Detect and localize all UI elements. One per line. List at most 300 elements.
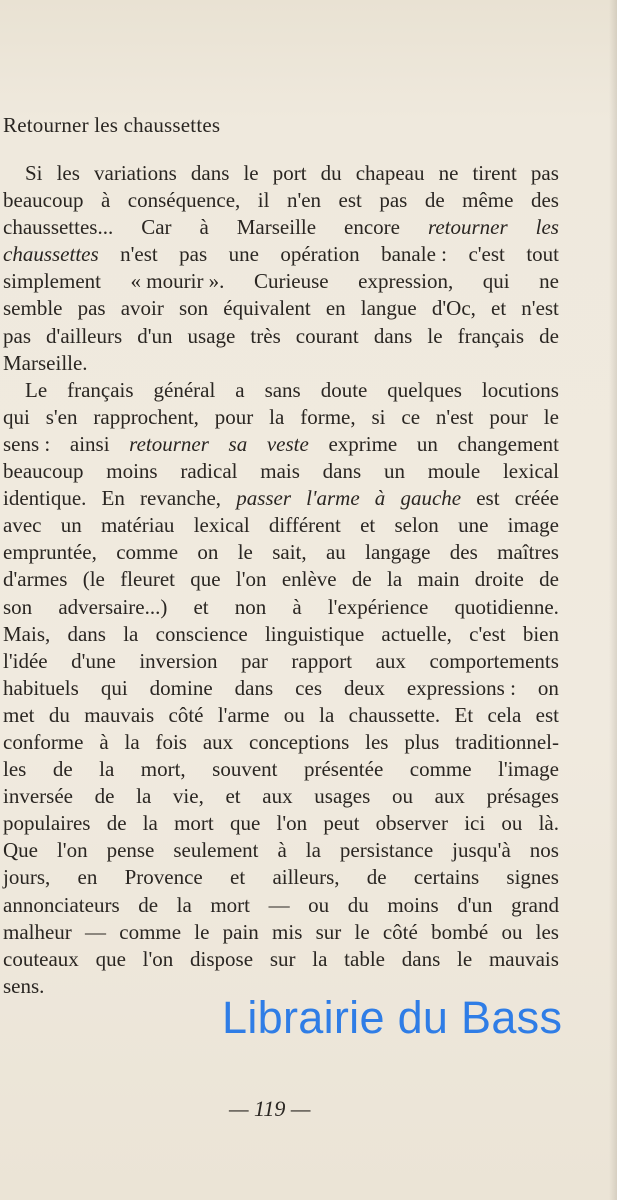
word: doute	[320, 377, 368, 402]
word: —	[85, 919, 107, 944]
word: cela	[487, 702, 522, 727]
word: on	[537, 675, 559, 700]
word: l'idée	[3, 648, 48, 673]
word: le	[194, 919, 210, 944]
word: la	[269, 404, 285, 429]
word: ou	[501, 919, 523, 944]
word: n'est	[521, 296, 559, 321]
word: aux	[434, 784, 465, 809]
text-line	[3, 702, 559, 729]
word: chaussettes	[3, 242, 99, 267]
word: l'image	[498, 757, 559, 782]
word: non	[234, 594, 267, 619]
word: il	[257, 188, 270, 213]
word: forme,	[300, 404, 356, 429]
word: à	[374, 486, 386, 511]
word: pas	[179, 242, 208, 267]
word: peut	[323, 811, 360, 836]
word: de	[539, 567, 559, 592]
text-line	[3, 377, 559, 404]
word: malheur	[3, 919, 72, 944]
word: bombé	[431, 919, 489, 944]
word: dans	[322, 459, 362, 484]
word: pas	[77, 296, 106, 321]
word: sur	[269, 946, 296, 971]
word: même	[462, 188, 514, 213]
word: sens :	[3, 431, 51, 456]
text-line	[3, 810, 559, 837]
text-line	[3, 512, 559, 539]
word: persistance	[339, 838, 434, 863]
word: ou	[308, 892, 330, 917]
word: mort	[174, 811, 214, 836]
word: simplement	[3, 269, 101, 294]
word: dispose	[190, 946, 254, 971]
word: chaussette.	[348, 702, 441, 727]
word: pour	[489, 404, 528, 429]
word: pour	[214, 404, 254, 429]
page-edge-shadow	[609, 0, 617, 1200]
text-line	[3, 675, 559, 702]
word: présentée	[303, 757, 384, 782]
word: est	[338, 188, 362, 213]
word: deux	[344, 675, 385, 700]
word: exprime	[328, 431, 398, 456]
word: qui	[3, 404, 30, 429]
word: son	[178, 296, 209, 321]
word: dans	[234, 675, 274, 700]
word: de	[106, 811, 127, 836]
text-line	[3, 892, 559, 919]
word: encore	[344, 215, 400, 240]
text-line	[3, 539, 559, 566]
word: les	[365, 729, 389, 754]
word: différent	[268, 513, 341, 538]
word: conceptions	[249, 729, 350, 754]
word: fois	[155, 729, 187, 754]
word: d'une	[71, 648, 116, 673]
word: ces	[295, 675, 322, 700]
word: comme	[409, 757, 472, 782]
word: identique.	[3, 486, 87, 511]
word: pas	[379, 188, 408, 213]
word: au	[325, 540, 346, 565]
word: chapeau	[355, 161, 425, 185]
text-line	[3, 566, 559, 593]
word: général	[153, 377, 216, 402]
word: des	[449, 540, 478, 565]
word: à	[100, 188, 111, 213]
word: annonciateurs	[3, 892, 120, 917]
word: l'on	[235, 567, 267, 592]
word: bien	[522, 621, 559, 646]
text-line	[3, 350, 559, 377]
word: mauvais	[488, 946, 559, 971]
word: côté	[382, 919, 418, 944]
word: jusqu'à	[452, 838, 511, 863]
text-line	[3, 783, 559, 810]
word: langage	[365, 540, 431, 565]
word: un	[383, 459, 405, 484]
text-line	[3, 837, 559, 864]
word: créée	[514, 486, 559, 511]
word: là.	[538, 811, 559, 836]
text-line	[3, 404, 559, 431]
word: les	[535, 215, 559, 240]
word: le	[457, 946, 473, 971]
word: maîtres	[497, 540, 559, 565]
word: et	[491, 296, 507, 321]
word: « mourir ».	[130, 269, 225, 294]
word: aux	[202, 729, 234, 754]
word: la	[312, 946, 328, 971]
word: aux	[375, 648, 406, 673]
word: présages	[486, 784, 559, 809]
word: revanche,	[140, 486, 222, 511]
word: tirent	[472, 161, 517, 185]
word: sans	[264, 377, 301, 402]
word: de	[351, 567, 372, 592]
word: retourner	[427, 215, 508, 240]
word: met	[3, 702, 35, 727]
word: lexical	[193, 513, 250, 538]
word: tout	[526, 242, 559, 267]
text-line	[3, 187, 559, 214]
word: à	[99, 729, 109, 754]
word: rapport	[291, 648, 353, 673]
text-line	[3, 919, 559, 946]
word: changement	[457, 431, 559, 456]
word: d'un	[137, 323, 173, 348]
word: une	[458, 513, 489, 538]
word: français	[457, 323, 525, 348]
text-line	[3, 241, 559, 268]
word: de	[366, 865, 387, 890]
word: signes	[506, 865, 559, 890]
word: courant	[295, 323, 359, 348]
word: la	[319, 702, 335, 727]
word: souvent	[212, 757, 278, 782]
word: (le	[82, 567, 105, 592]
text-line	[3, 431, 559, 458]
word: nos	[529, 838, 559, 863]
word: très	[250, 323, 281, 348]
word: la	[387, 567, 403, 592]
word: l'arme	[306, 486, 360, 511]
word: français	[67, 377, 134, 402]
word: une	[228, 242, 259, 267]
word: ou	[391, 784, 413, 809]
word: enlève	[281, 567, 337, 592]
word: domine	[149, 675, 213, 700]
word: habituels	[3, 675, 79, 700]
word: ou	[283, 702, 305, 727]
word: les	[56, 161, 80, 185]
word: avoir	[120, 296, 164, 321]
word: actuelle,	[381, 621, 452, 646]
word: la	[176, 892, 192, 917]
word: dans	[190, 161, 230, 185]
word: ailleurs,	[272, 865, 340, 890]
word: ainsi	[69, 431, 110, 456]
word: beaucoup	[3, 188, 84, 213]
word: d'Oc,	[431, 296, 476, 321]
word: semble	[3, 296, 63, 321]
word: la	[99, 757, 115, 782]
word: qui	[482, 269, 510, 294]
word: du	[48, 702, 70, 727]
word: a	[235, 377, 245, 402]
word: s'en	[45, 404, 78, 429]
word: Marseille.	[3, 350, 88, 375]
word: c'est	[468, 242, 505, 267]
word: moins	[106, 459, 158, 484]
word: la	[142, 811, 158, 836]
word: du	[347, 892, 369, 917]
text-line	[3, 648, 559, 675]
word: comme	[116, 540, 179, 565]
word: la	[124, 729, 140, 754]
word: selon	[394, 513, 439, 538]
word: le	[243, 161, 259, 185]
word: rapprochent,	[93, 404, 199, 429]
text-line	[3, 946, 559, 973]
word: Mais,	[3, 621, 51, 646]
word: Que	[3, 838, 38, 863]
word: que	[95, 946, 126, 971]
word: un	[60, 513, 82, 538]
word: son	[3, 594, 33, 619]
word: Car	[141, 215, 172, 240]
word: sa	[228, 431, 248, 456]
word: mort	[210, 892, 251, 917]
word: en	[77, 865, 98, 890]
word: un	[416, 431, 438, 456]
paragraph	[3, 377, 559, 1000]
word: conscience	[155, 621, 248, 646]
word: pas	[530, 161, 559, 185]
word: d'ailleurs	[46, 323, 123, 348]
word: certains	[413, 865, 480, 890]
word: le	[237, 540, 253, 565]
text-line	[3, 458, 559, 485]
word: observer	[375, 811, 448, 836]
word: jours,	[3, 865, 51, 890]
word: et	[193, 594, 209, 619]
word: on	[197, 540, 219, 565]
word: port	[272, 161, 307, 185]
word: vie,	[172, 784, 204, 809]
word: passer	[236, 486, 292, 511]
word: —	[268, 892, 290, 917]
word: En	[101, 486, 125, 511]
word: plus	[404, 729, 440, 754]
word: linguistique	[264, 621, 365, 646]
word: de	[539, 323, 559, 348]
word: ne	[438, 161, 459, 185]
word: quelques	[387, 377, 462, 402]
word: pas	[3, 323, 31, 348]
word: ne	[539, 269, 559, 294]
word: du	[320, 161, 342, 185]
word: d'armes	[3, 567, 68, 592]
word: de	[94, 784, 115, 809]
word: de	[424, 188, 445, 213]
word: seulement	[173, 838, 259, 863]
watermark: Librairie du Bass	[222, 992, 563, 1043]
text-line	[3, 756, 559, 783]
word: et	[225, 784, 241, 809]
word: table	[344, 946, 385, 971]
word: la	[123, 621, 139, 646]
text-line	[3, 485, 559, 512]
word: opération	[280, 242, 360, 267]
word: Le	[25, 377, 48, 402]
word: ce	[401, 404, 421, 429]
word: l'arme	[217, 702, 270, 727]
word: expression,	[358, 269, 454, 294]
word: sait,	[272, 540, 307, 565]
word: que	[229, 811, 261, 836]
word: les	[3, 757, 27, 782]
word: pain	[222, 919, 259, 944]
word: couteaux	[3, 946, 79, 971]
text-line	[3, 323, 559, 350]
word: l'on	[142, 946, 174, 971]
word: main	[417, 567, 460, 592]
word: ici	[464, 811, 486, 836]
word: dans	[67, 621, 106, 646]
word: lexical	[502, 459, 559, 484]
word: pense	[106, 838, 155, 863]
word: locutions	[481, 377, 559, 402]
word: Et	[454, 702, 474, 727]
text-line	[3, 864, 559, 891]
word: le	[427, 323, 443, 348]
word: Si	[25, 161, 43, 185]
word: grand	[511, 892, 559, 917]
word: équivalent	[223, 296, 311, 321]
word: le	[543, 404, 559, 429]
word: que	[190, 567, 221, 592]
word: langue	[360, 296, 417, 321]
paragraph	[3, 160, 559, 377]
word: adversaire...)	[58, 594, 168, 619]
word: n'en	[286, 188, 322, 213]
word: à	[199, 215, 209, 240]
word: chaussettes...	[3, 215, 114, 240]
word: conséquence,	[127, 188, 241, 213]
word: c'est	[469, 621, 506, 646]
word: comportements	[429, 648, 559, 673]
section-heading: Retourner les chaussettes	[3, 113, 221, 137]
word: sens.	[3, 973, 45, 998]
word: retourner	[129, 431, 209, 456]
word: à	[292, 594, 302, 619]
word: inversée	[3, 784, 73, 809]
word: inversion	[139, 648, 218, 673]
word: et	[360, 513, 376, 538]
word: mauvais	[84, 702, 155, 727]
text-line	[3, 214, 559, 241]
word: expressions :	[406, 675, 516, 700]
word: d'un	[457, 892, 493, 917]
word: droite	[474, 567, 524, 592]
word: beaucoup	[3, 459, 84, 484]
word: n'est	[120, 242, 158, 267]
word: conforme	[3, 729, 84, 754]
word: moule	[427, 459, 481, 484]
word: banale :	[381, 242, 447, 267]
page-number: — 119 —	[229, 1096, 311, 1121]
word: avec	[3, 513, 42, 538]
word: n'est	[435, 404, 474, 429]
word: usage	[187, 323, 236, 348]
word: l'on	[276, 811, 308, 836]
word: l'expérience	[327, 594, 429, 619]
word: variations	[94, 161, 177, 185]
word: Marseille	[236, 215, 317, 240]
word: aux	[262, 784, 293, 809]
word: image	[507, 513, 559, 538]
word: à	[277, 838, 287, 863]
word: populaires	[3, 811, 91, 836]
word: mis	[272, 919, 303, 944]
word: matériau	[100, 513, 175, 538]
word: veste	[266, 431, 309, 456]
body-text	[3, 160, 559, 1000]
word: usages	[314, 784, 371, 809]
text-line	[3, 295, 559, 322]
word: le	[354, 919, 370, 944]
word: l'on	[56, 838, 88, 863]
word: dans	[401, 946, 441, 971]
word: Curieuse	[253, 269, 329, 294]
word: des	[530, 188, 559, 213]
text-line	[3, 594, 559, 621]
word: si	[371, 404, 386, 429]
word: de	[52, 757, 73, 782]
word: mort,	[140, 757, 186, 782]
word: est	[535, 702, 559, 727]
word: ou	[501, 811, 523, 836]
word: radical	[180, 459, 238, 484]
word: empruntée,	[3, 540, 97, 565]
word: comme	[119, 919, 182, 944]
word: mais	[260, 459, 300, 484]
word: par	[241, 648, 268, 673]
text-line	[3, 729, 559, 756]
word: et	[230, 865, 246, 890]
word: les	[535, 919, 559, 944]
word: la	[305, 838, 321, 863]
text-line	[3, 268, 559, 295]
word: dans	[373, 323, 413, 348]
word: traditionnel-	[455, 729, 559, 754]
word: quotidienne.	[454, 594, 559, 619]
word: est	[476, 486, 500, 511]
word: la	[136, 784, 152, 809]
text-line	[3, 621, 559, 648]
word: fleuret	[120, 567, 175, 592]
word: qui	[100, 675, 128, 700]
word: Provence	[124, 865, 203, 890]
word: moins	[387, 892, 439, 917]
word: sur	[315, 919, 342, 944]
word: en	[325, 296, 346, 321]
word: gauche	[400, 486, 462, 511]
word: de	[138, 892, 159, 917]
